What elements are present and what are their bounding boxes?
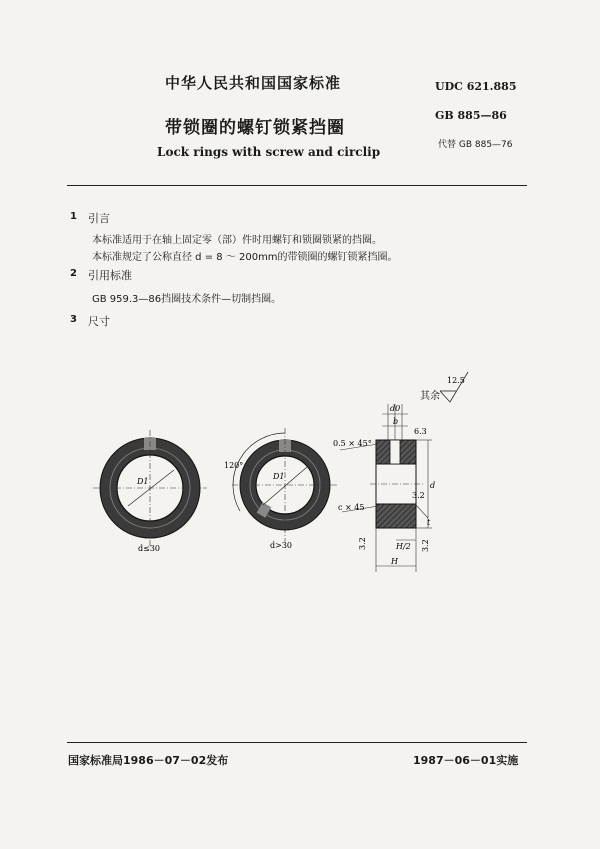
section-d-label: d	[430, 481, 436, 490]
fig1-d1-label: D1	[137, 477, 149, 486]
issued-date: 国家标准局1986－07－02发布	[68, 754, 229, 767]
section-h2-label: H/2	[396, 542, 411, 551]
roughness-32-bottom: 3.2	[421, 539, 430, 552]
roughness-32-right: 3.2	[412, 491, 425, 500]
section-2-number: 2	[70, 268, 77, 279]
section-1-number: 1	[70, 211, 77, 222]
section-2-title: 引用标准	[88, 269, 132, 282]
roughness-32-left: 3.2	[358, 537, 367, 550]
section-h-label: H	[391, 557, 398, 566]
roughness-value: 12.5	[447, 376, 465, 385]
replaces-note: 代替 GB 885—76	[438, 140, 513, 150]
fig2-caption: d>30	[270, 541, 293, 550]
section-d0-label: d0	[390, 404, 401, 413]
section-2-para-1: GB 959.3—86挡圈技术条件—切制挡圈。	[92, 294, 282, 305]
ring-front-view-small	[93, 430, 207, 546]
udc-number: UDC 621.885	[435, 80, 517, 93]
standard-org: 中华人民共和国国家标准	[165, 74, 342, 92]
footer-rule	[67, 742, 527, 743]
effective-date: 1987－06－01实施	[413, 754, 519, 767]
ring-front-view-large	[232, 428, 338, 542]
section-t-label: t	[427, 518, 431, 527]
fig2-d1-label: D1	[273, 472, 285, 481]
title-chinese: 带锁圈的螺钉锁紧挡圈	[165, 118, 345, 138]
fig2-angle-label: 120°	[224, 461, 244, 470]
roughness-63-label: 6.3	[414, 427, 427, 436]
gb-number: GB 885—86	[435, 109, 507, 122]
section-1-para-1: 本标准适用于在轴上固定零（部）件时用螺钉和锁圈锁紧的挡圈。	[92, 235, 382, 246]
section-1-para-2: 本标准规定了公称直径 d = 8 ～ 200mm的带锁圈的螺钉锁紧挡圈。	[92, 252, 398, 263]
roughness-note: 其余	[420, 391, 440, 402]
fig1-caption: d≤30	[138, 544, 161, 553]
section-b-label: b	[393, 417, 399, 426]
section-3-title: 尺寸	[88, 315, 110, 328]
section-3-number: 3	[70, 314, 77, 325]
title-english: Lock rings with screw and circlip	[157, 145, 381, 159]
chamfer-1-label: 0.5 × 45°	[333, 439, 372, 448]
section-1-title: 引言	[88, 212, 110, 225]
chamfer-2-label: c × 45	[338, 503, 365, 512]
